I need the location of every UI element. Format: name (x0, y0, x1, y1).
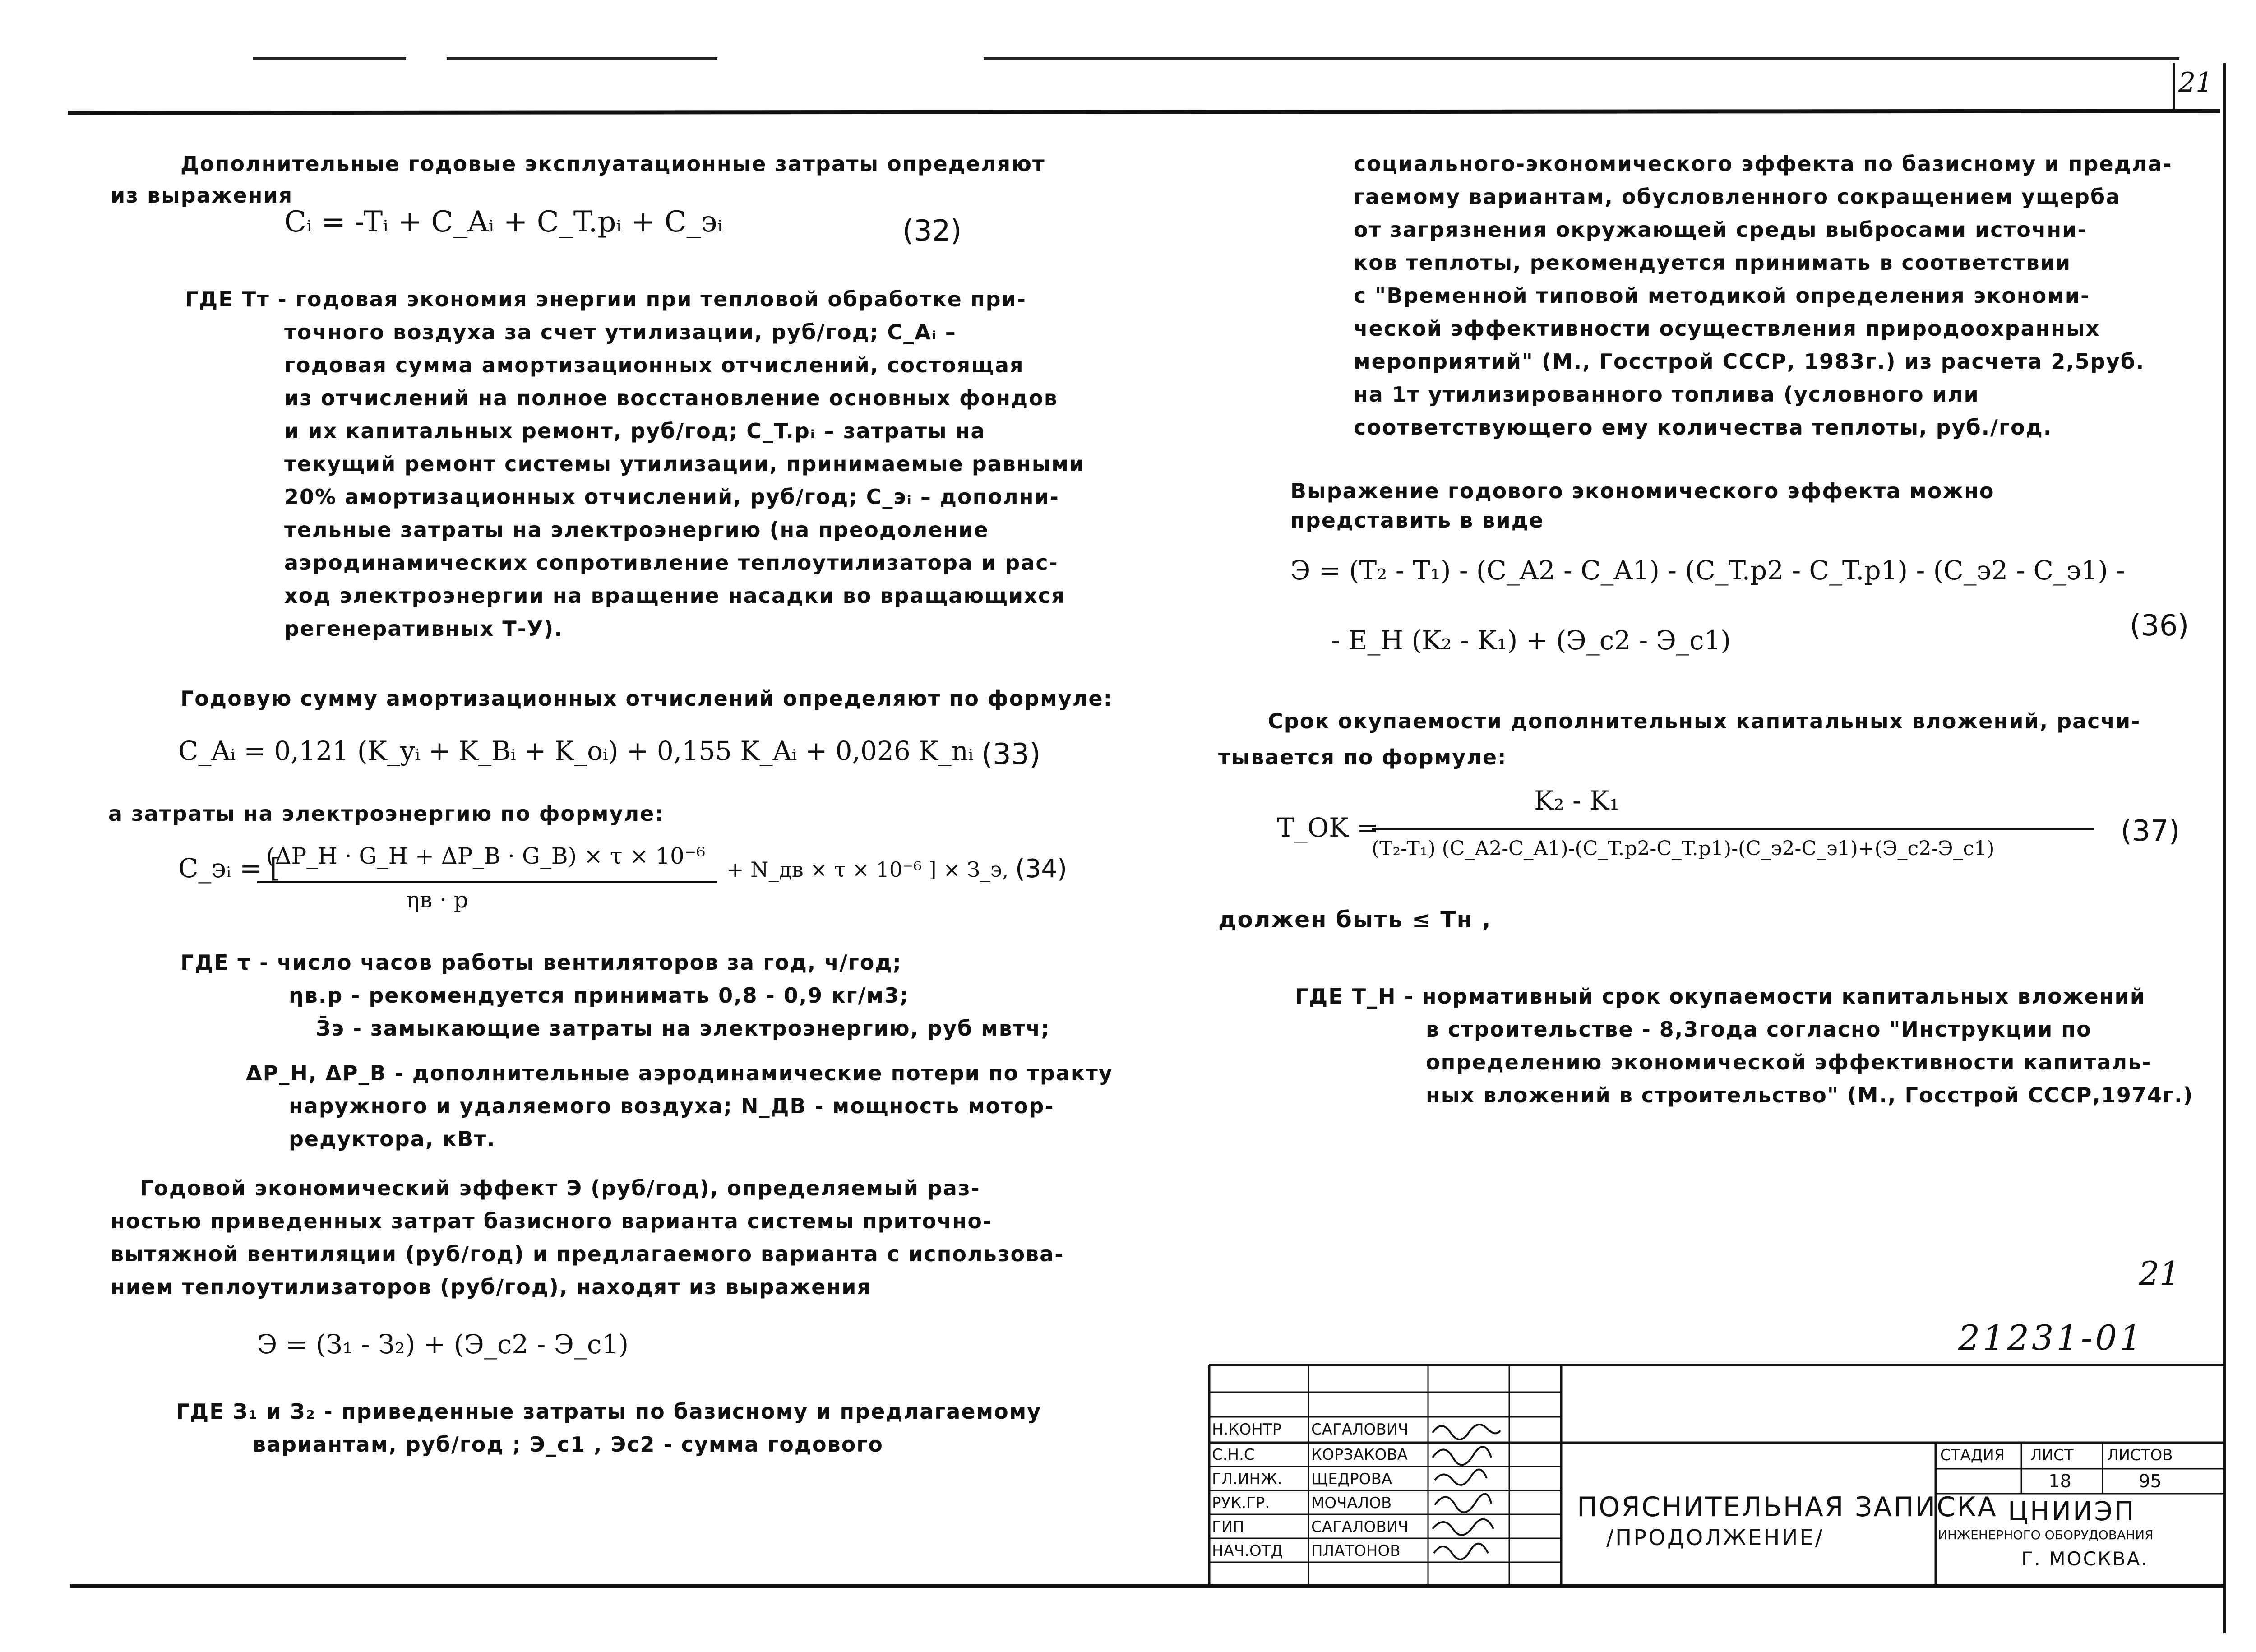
def34-line-5: редуктора, кВт. (289, 1127, 496, 1151)
role-6: НАЧ.ОТД (1212, 1542, 1283, 1560)
organization-subtitle: ИНЖЕНЕРНОГО ОБОРУДОВАНИЯ (1938, 1527, 2154, 1542)
def37-line-1: в строительстве - 8,3года согласно "Инструкции по (1426, 1017, 2092, 1041)
p33-text: Годовую сумму амортизационных отчислений определяют по формуле: (180, 686, 1113, 711)
def32-line-1: точного воздуха за счет утилизации, руб/год; C_Aᵢ – (284, 320, 957, 344)
equation-33-number: (33) (981, 738, 1041, 771)
name-2: КОРЗАКОВА (1311, 1446, 1408, 1464)
def34-line-1: ηв.р - рекомендуется принимать 0,8 - 0,9 кг/м3; (289, 983, 909, 1008)
def35-line-1: вариантам, руб/год ; Э_c1 , Эс2 - сумма годового (253, 1432, 883, 1457)
def32-line-9: ход электроэнергии на вращение насадки во вращающихся (284, 583, 1066, 608)
def37-line-3: ных вложений в строительство" (М., Госстрой СССР,1974г.) (1426, 1083, 2194, 1107)
sheet-value: 18 (2048, 1471, 2071, 1492)
equation-32: Cᵢ = -Tᵢ + C_Aᵢ + C_T.pᵢ + C_эᵢ (284, 205, 723, 239)
p35-line-1: ностью приведенных затрат базисного варианта системы приточно- (111, 1209, 993, 1233)
sheets-label: ЛИСТОВ (2107, 1446, 2173, 1464)
def34-line-4: наружного и удаляемого воздуха; N_ДВ - мощность мотор- (289, 1094, 1054, 1118)
intro-line-1: Дополнительные годовые эксплуатационные затраты определяют (180, 152, 1045, 176)
def32-line-5: текущий ремонт системы утилизации, принимаемые равными (284, 452, 1085, 476)
cont-line-4: с "Временной типовой методикой определения экономи- (1354, 283, 2090, 308)
equation-33: C_Aᵢ = 0,121 (K_yᵢ + K_Bᵢ + K_oᵢ) + 0,155 K_Aᵢ + 0,026 K_nᵢ (178, 736, 974, 766)
def32-line-3: из отчислений на полное восстановление основных фондов (284, 386, 1058, 410)
def32-line-0: ГДЕ Tт - годовая экономия энергии при тепловой обработке при- (185, 287, 1026, 311)
name-3: ЩЕДРОВА (1311, 1470, 1392, 1488)
def32-line-2: годовая сумма амортизационных отчислений, состоящая (284, 353, 1024, 377)
role-2: С.Н.С (1212, 1446, 1255, 1464)
name-1: САГАЛОВИЧ (1311, 1421, 1409, 1439)
p35-line-2: вытяжной вентиляции (руб/год) и предлагаемого варианта с использова- (111, 1242, 1064, 1266)
def32-line-6: 20% амортизационных отчислений, руб/год; C_эᵢ – дополни- (284, 485, 1059, 509)
def32-line-7: тельные затраты на электроэнергию (на преодоление (284, 518, 989, 542)
p34-text: а затраты на электроэнергию по формуле: (108, 801, 664, 826)
cont-line-7: на 1т утилизированного топлива (условного или (1354, 382, 1979, 407)
equation-34-lead: C_эᵢ = [ (178, 853, 280, 884)
def32-line-10: регенеративных Т-У). (284, 616, 563, 641)
p36-line-0: Выражение годового экономического эффекта можно (1290, 479, 1995, 503)
equation-34-numerator: (ΔP_H · G_H + ΔP_B · G_B) × τ × 10⁻⁶ (266, 843, 706, 869)
p35-line-3: нием теплоутилизаторов (руб/год), находят из выражения (111, 1275, 872, 1299)
cont-line-1: гаемому вариантам, обусловленного сокращением ущерба (1354, 185, 2121, 209)
def37-line-0: ГДЕ T_H - нормативный срок окупаемости капитальных вложений (1295, 984, 2145, 1009)
equation-34-denominator: ηв · p (406, 887, 468, 913)
equation-37-denominator: (T₂-T₁) (C_A2-C_A1)-(C_T.p2-C_T.p1)-(C_э2-C_э1)+(Э_c2-Э_c1) (1372, 837, 1995, 860)
cont-line-5: ческой эффективности осуществления природоохранных (1354, 316, 2100, 341)
role-4: РУК.ГР. (1212, 1494, 1270, 1512)
def34-line-3: ΔP_H, ΔP_B - дополнительные аэродинамические потери по тракту (246, 1061, 1113, 1085)
cont-line-6: мероприятий" (М., Госстрой СССР, 1983г.) из расчета 2,5руб. (1354, 349, 2145, 374)
def32-line-8: аэродинамических сопротивление теплоутилизатора и рас- (284, 551, 1059, 575)
def37-line-2: определению экономической эффективности капиталь- (1426, 1050, 2152, 1074)
equation-35: Э = (З₁ - З₂) + (Э_c2 - Э_c1) (257, 1329, 629, 1360)
stage-label: СТАДИЯ (1940, 1446, 2005, 1464)
p37-line-1: тывается по формуле: (1218, 745, 1507, 769)
def32-line-4: и их капитальных ремонт, руб/год; C_T.pᵢ – затраты на (284, 419, 986, 443)
equation-37-numerator: K₂ - K₁ (1534, 785, 1620, 816)
equation-34-number: (34) (1015, 854, 1067, 884)
name-4: МОЧАЛОВ (1311, 1494, 1392, 1512)
sheets-value: 95 (2139, 1471, 2162, 1492)
role-3: ГЛ.ИНЖ. (1212, 1470, 1282, 1488)
role-1: Н.КОНТР (1212, 1421, 1282, 1439)
p36-line-1: представить в виде (1290, 508, 1544, 532)
corner-page-number: 21 (2178, 67, 2213, 98)
cont-line-3: ков теплоты, рекомендуется принимать в соответствии (1354, 250, 2071, 275)
sheet-label: ЛИСТ (2030, 1446, 2074, 1464)
def34-line-0: ГДЕ τ - число часов работы вентиляторов за год, ч/год; (180, 950, 902, 975)
document-code: 21231-01 (1958, 1318, 2145, 1358)
equation-37-number: (37) (2121, 814, 2180, 848)
equation-36-line-1: Э = (T₂ - T₁) - (C_A2 - C_A1) - (C_T.p2 - C_T.p1) - (C_э2 - C_э1) - (1290, 555, 2125, 586)
name-5: САГАЛОВИЧ (1311, 1518, 1409, 1536)
equation-36-number: (36) (2130, 609, 2189, 643)
intro-line-2: из выражения (111, 183, 293, 208)
p37b-text: должен быть ≤ Tн , (1218, 907, 1492, 933)
p35-line-0: Годовой экономический эффект Э (руб/год), определяемый раз- (140, 1176, 980, 1200)
name-6: ПЛАТОНОВ (1311, 1542, 1401, 1560)
handwritten-page-number: 21 (2139, 1254, 2180, 1292)
def34-line-2: З̄э - замыкающие затраты на электроэнергию, руб мвтч; (316, 1016, 1050, 1041)
equation-34-tail: + N_дв × τ × 10⁻⁶ ] × З_э, (726, 857, 1009, 882)
organization-name: ЦНИИЭП (2008, 1496, 2136, 1527)
cont-line-8: соответствующего ему количества теплоты, руб./год. (1354, 415, 2053, 440)
organization-city: Г. МОСКВА. (2021, 1548, 2149, 1570)
cont-line-0: социального-экономического эффекта по базисному и предла- (1354, 152, 2173, 176)
role-5: ГИП (1212, 1518, 1244, 1536)
def35-line-0: ГДЕ З₁ и З₂ - приведенные затраты по базисному и предлагаемому (176, 1399, 1042, 1424)
title-block-subtitle: /ПРОДОЛЖЕНИЕ/ (1606, 1525, 1824, 1550)
equation-36-line-2: - E_H (K₂ - K₁) + (Э_c2 - Э_c1) (1331, 625, 1731, 656)
cont-line-2: от загрязнения окружающей среды выбросами источни- (1354, 217, 2087, 242)
equation-32-number: (32) (902, 214, 962, 248)
equation-37-lhs: T_OK = (1277, 812, 1379, 843)
title-block-title: ПОЯСНИТЕЛЬНАЯ ЗАПИСКА (1577, 1491, 1997, 1523)
p37-line-0: Срок окупаемости дополнительных капитальных вложений, расчи- (1268, 709, 2141, 733)
